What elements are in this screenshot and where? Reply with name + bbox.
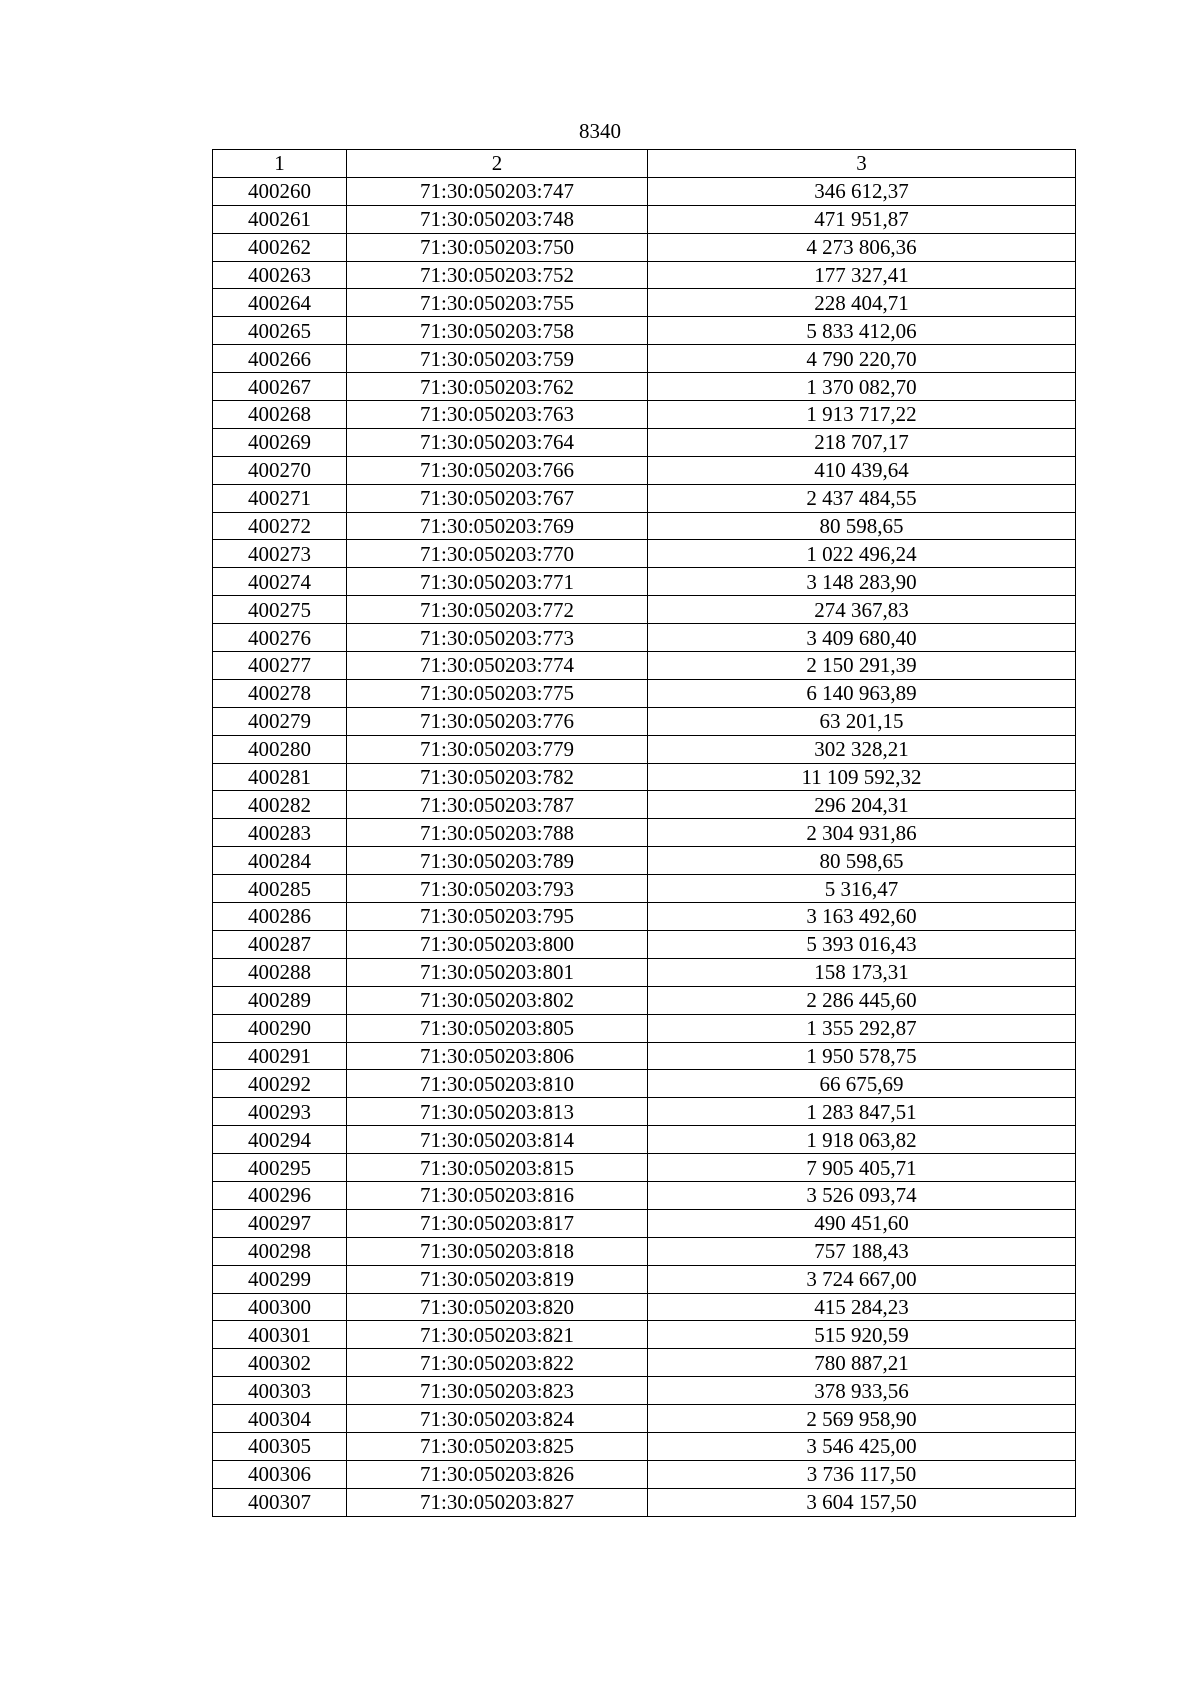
table-row: [213, 679, 1076, 707]
row-number-cell: 400300: [213, 1293, 347, 1321]
value-cell: 4 790 220,70: [648, 345, 1076, 373]
cadastral-number-cell: 71:30:050203:814: [347, 1126, 648, 1154]
cadastral-number-cell: 71:30:050203:823: [347, 1377, 648, 1405]
value-cell: 2 286 445,60: [648, 986, 1076, 1014]
cadastral-number-cell: 71:30:050203:776: [347, 707, 648, 735]
cadastral-number-cell: 71:30:050203:762: [347, 373, 648, 401]
row-number-cell: 400269: [213, 428, 347, 456]
value-cell: 1 283 847,51: [648, 1098, 1076, 1126]
cadastral-number-cell: 71:30:050203:820: [347, 1293, 648, 1321]
row-number-cell: 400284: [213, 847, 347, 875]
row-number-cell: 400298: [213, 1237, 347, 1265]
row-number-cell: 400285: [213, 875, 347, 903]
value-cell: 1 913 717,22: [648, 401, 1076, 429]
table-row: [213, 903, 1076, 931]
value-cell: 218 707,17: [648, 428, 1076, 456]
value-cell: 6 140 963,89: [648, 679, 1076, 707]
value-cell: 3 148 283,90: [648, 568, 1076, 596]
value-cell: 3 546 425,00: [648, 1432, 1076, 1460]
cadastral-number-cell: 71:30:050203:782: [347, 763, 648, 791]
cadastral-number-cell: 71:30:050203:763: [347, 401, 648, 429]
value-cell: 515 920,59: [648, 1321, 1076, 1349]
cadastral-number-cell: 71:30:050203:821: [347, 1321, 648, 1349]
row-number-cell: 400296: [213, 1181, 347, 1209]
value-cell: 296 204,31: [648, 791, 1076, 819]
cadastral-number-cell: 71:30:050203:822: [347, 1349, 648, 1377]
row-number-cell: 400297: [213, 1209, 347, 1237]
row-number-cell: 400276: [213, 624, 347, 652]
value-cell: 2 437 484,55: [648, 484, 1076, 512]
cadastral-number-cell: 71:30:050203:767: [347, 484, 648, 512]
table-row: [213, 930, 1076, 958]
column-header-3: 3: [648, 150, 1076, 178]
value-cell: 346 612,37: [648, 177, 1076, 205]
cadastral-number-cell: 71:30:050203:801: [347, 958, 648, 986]
cadastral-number-cell: 71:30:050203:750: [347, 233, 648, 261]
value-cell: 471 951,87: [648, 205, 1076, 233]
value-cell: 4 273 806,36: [648, 233, 1076, 261]
row-number-cell: 400289: [213, 986, 347, 1014]
row-number-cell: 400304: [213, 1405, 347, 1433]
column-header-2: 2: [347, 150, 648, 178]
cadastral-number-cell: 71:30:050203:824: [347, 1405, 648, 1433]
registry-table: [212, 149, 1076, 1517]
value-cell: 780 887,21: [648, 1349, 1076, 1377]
value-cell: 66 675,69: [648, 1070, 1076, 1098]
row-number-cell: 400292: [213, 1070, 347, 1098]
table-row: [213, 652, 1076, 680]
value-cell: 302 328,21: [648, 735, 1076, 763]
row-number-cell: 400267: [213, 373, 347, 401]
row-number-cell: 400279: [213, 707, 347, 735]
value-cell: 3 409 680,40: [648, 624, 1076, 652]
row-number-cell: 400270: [213, 456, 347, 484]
table-row: [213, 596, 1076, 624]
table-row: [213, 1432, 1076, 1460]
value-cell: 5 316,47: [648, 875, 1076, 903]
cadastral-number-cell: 71:30:050203:813: [347, 1098, 648, 1126]
cadastral-number-cell: 71:30:050203:805: [347, 1014, 648, 1042]
row-number-cell: 400282: [213, 791, 347, 819]
table-row: [213, 1181, 1076, 1209]
row-number-cell: 400260: [213, 177, 347, 205]
value-cell: 11 109 592,32: [648, 763, 1076, 791]
row-number-cell: 400295: [213, 1154, 347, 1182]
table-row: [213, 1209, 1076, 1237]
cadastral-number-cell: 71:30:050203:752: [347, 261, 648, 289]
table-row: [213, 401, 1076, 429]
row-number-cell: 400286: [213, 903, 347, 931]
table-row: [213, 345, 1076, 373]
value-cell: 2 150 291,39: [648, 652, 1076, 680]
row-number-cell: 400268: [213, 401, 347, 429]
cadastral-number-cell: 71:30:050203:789: [347, 847, 648, 875]
value-cell: 80 598,65: [648, 512, 1076, 540]
row-number-cell: 400272: [213, 512, 347, 540]
row-number-cell: 400278: [213, 679, 347, 707]
cadastral-number-cell: 71:30:050203:764: [347, 428, 648, 456]
value-cell: 1 355 292,87: [648, 1014, 1076, 1042]
value-cell: 1 022 496,24: [648, 540, 1076, 568]
value-cell: 158 173,31: [648, 958, 1076, 986]
value-cell: 3 724 667,00: [648, 1265, 1076, 1293]
table-row: [213, 1237, 1076, 1265]
table-row: [213, 624, 1076, 652]
cadastral-number-cell: 71:30:050203:779: [347, 735, 648, 763]
value-cell: 410 439,64: [648, 456, 1076, 484]
cadastral-number-cell: 71:30:050203:770: [347, 540, 648, 568]
value-cell: 490 451,60: [648, 1209, 1076, 1237]
table-row: [213, 819, 1076, 847]
cadastral-number-cell: 71:30:050203:771: [347, 568, 648, 596]
table-row: [213, 456, 1076, 484]
row-number-cell: 400303: [213, 1377, 347, 1405]
value-cell: 1 950 578,75: [648, 1042, 1076, 1070]
value-cell: 63 201,15: [648, 707, 1076, 735]
row-number-cell: 400294: [213, 1126, 347, 1154]
page-number: 8340: [579, 119, 621, 143]
table-row: [213, 958, 1076, 986]
value-cell: 378 933,56: [648, 1377, 1076, 1405]
cadastral-number-cell: 71:30:050203:747: [347, 177, 648, 205]
cadastral-number-cell: 71:30:050203:825: [347, 1432, 648, 1460]
table-row: [213, 233, 1076, 261]
value-cell: 7 905 405,71: [648, 1154, 1076, 1182]
row-number-cell: 400273: [213, 540, 347, 568]
table-row: [213, 986, 1076, 1014]
table-header-row: [213, 150, 1076, 178]
row-number-cell: 400283: [213, 819, 347, 847]
value-cell: 3 526 093,74: [648, 1181, 1076, 1209]
table-row: [213, 512, 1076, 540]
table-row: [213, 289, 1076, 317]
row-number-cell: 400261: [213, 205, 347, 233]
cadastral-number-cell: 71:30:050203:795: [347, 903, 648, 931]
row-number-cell: 400277: [213, 652, 347, 680]
row-number-cell: 400280: [213, 735, 347, 763]
cadastral-number-cell: 71:30:050203:775: [347, 679, 648, 707]
table-row: [213, 1405, 1076, 1433]
cadastral-number-cell: 71:30:050203:787: [347, 791, 648, 819]
table-row: [213, 568, 1076, 596]
row-number-cell: 400302: [213, 1349, 347, 1377]
value-cell: 80 598,65: [648, 847, 1076, 875]
cadastral-number-cell: 71:30:050203:748: [347, 205, 648, 233]
table-row: [213, 1349, 1076, 1377]
table-row: [213, 1098, 1076, 1126]
cadastral-number-cell: 71:30:050203:755: [347, 289, 648, 317]
table-row: [213, 484, 1076, 512]
row-number-cell: 400288: [213, 958, 347, 986]
row-number-cell: 400290: [213, 1014, 347, 1042]
cadastral-number-cell: 71:30:050203:772: [347, 596, 648, 624]
table-row: [213, 1460, 1076, 1488]
value-cell: 5 393 016,43: [648, 930, 1076, 958]
cadastral-number-cell: 71:30:050203:815: [347, 1154, 648, 1182]
row-number-cell: 400281: [213, 763, 347, 791]
table-row: [213, 1070, 1076, 1098]
table-row: [213, 373, 1076, 401]
value-cell: 2 304 931,86: [648, 819, 1076, 847]
row-number-cell: 400305: [213, 1432, 347, 1460]
row-number-cell: 400264: [213, 289, 347, 317]
table-row: [213, 1377, 1076, 1405]
row-number-cell: 400275: [213, 596, 347, 624]
table-row: [213, 1126, 1076, 1154]
value-cell: 415 284,23: [648, 1293, 1076, 1321]
table-row: [213, 1488, 1076, 1516]
value-cell: 3 604 157,50: [648, 1488, 1076, 1516]
table-row: [213, 177, 1076, 205]
value-cell: 1 370 082,70: [648, 373, 1076, 401]
value-cell: 3 736 117,50: [648, 1460, 1076, 1488]
cadastral-number-cell: 71:30:050203:826: [347, 1460, 648, 1488]
row-number-cell: 400287: [213, 930, 347, 958]
cadastral-number-cell: 71:30:050203:802: [347, 986, 648, 1014]
row-number-cell: 400291: [213, 1042, 347, 1070]
value-cell: 3 163 492,60: [648, 903, 1076, 931]
cadastral-number-cell: 71:30:050203:788: [347, 819, 648, 847]
cadastral-number-cell: 71:30:050203:758: [347, 317, 648, 345]
row-number-cell: 400274: [213, 568, 347, 596]
table-row: [213, 875, 1076, 903]
value-cell: 1 918 063,82: [648, 1126, 1076, 1154]
table-row: [213, 1321, 1076, 1349]
table-row: [213, 1293, 1076, 1321]
table-row: [213, 261, 1076, 289]
table-row: [213, 735, 1076, 763]
row-number-cell: 400307: [213, 1488, 347, 1516]
table-row: [213, 1014, 1076, 1042]
row-number-cell: 400263: [213, 261, 347, 289]
cadastral-number-cell: 71:30:050203:819: [347, 1265, 648, 1293]
table-row: [213, 1154, 1076, 1182]
registry-table-body: [213, 150, 1076, 1517]
table-row: [213, 428, 1076, 456]
row-number-cell: 400299: [213, 1265, 347, 1293]
cadastral-number-cell: 71:30:050203:806: [347, 1042, 648, 1070]
value-cell: 2 569 958,90: [648, 1405, 1076, 1433]
cadastral-number-cell: 71:30:050203:818: [347, 1237, 648, 1265]
cadastral-number-cell: 71:30:050203:773: [347, 624, 648, 652]
cadastral-number-cell: 71:30:050203:766: [347, 456, 648, 484]
table-row: [213, 1265, 1076, 1293]
cadastral-number-cell: 71:30:050203:816: [347, 1181, 648, 1209]
cadastral-number-cell: 71:30:050203:810: [347, 1070, 648, 1098]
cadastral-number-cell: 71:30:050203:793: [347, 875, 648, 903]
row-number-cell: 400271: [213, 484, 347, 512]
row-number-cell: 400306: [213, 1460, 347, 1488]
row-number-cell: 400301: [213, 1321, 347, 1349]
row-number-cell: 400265: [213, 317, 347, 345]
cadastral-number-cell: 71:30:050203:800: [347, 930, 648, 958]
row-number-cell: 400262: [213, 233, 347, 261]
value-cell: 228 404,71: [648, 289, 1076, 317]
value-cell: 274 367,83: [648, 596, 1076, 624]
cadastral-number-cell: 71:30:050203:817: [347, 1209, 648, 1237]
row-number-cell: 400266: [213, 345, 347, 373]
table-row: [213, 707, 1076, 735]
table-row: [213, 791, 1076, 819]
value-cell: 5 833 412,06: [648, 317, 1076, 345]
column-header-1: 1: [213, 150, 347, 178]
row-number-cell: 400293: [213, 1098, 347, 1126]
value-cell: 177 327,41: [648, 261, 1076, 289]
table-row: [213, 763, 1076, 791]
cadastral-number-cell: 71:30:050203:827: [347, 1488, 648, 1516]
cadastral-number-cell: 71:30:050203:769: [347, 512, 648, 540]
table-row: [213, 1042, 1076, 1070]
cadastral-number-cell: 71:30:050203:759: [347, 345, 648, 373]
table-row: [213, 540, 1076, 568]
table-row: [213, 205, 1076, 233]
table-row: [213, 847, 1076, 875]
value-cell: 757 188,43: [648, 1237, 1076, 1265]
cadastral-number-cell: 71:30:050203:774: [347, 652, 648, 680]
table-row: [213, 317, 1076, 345]
